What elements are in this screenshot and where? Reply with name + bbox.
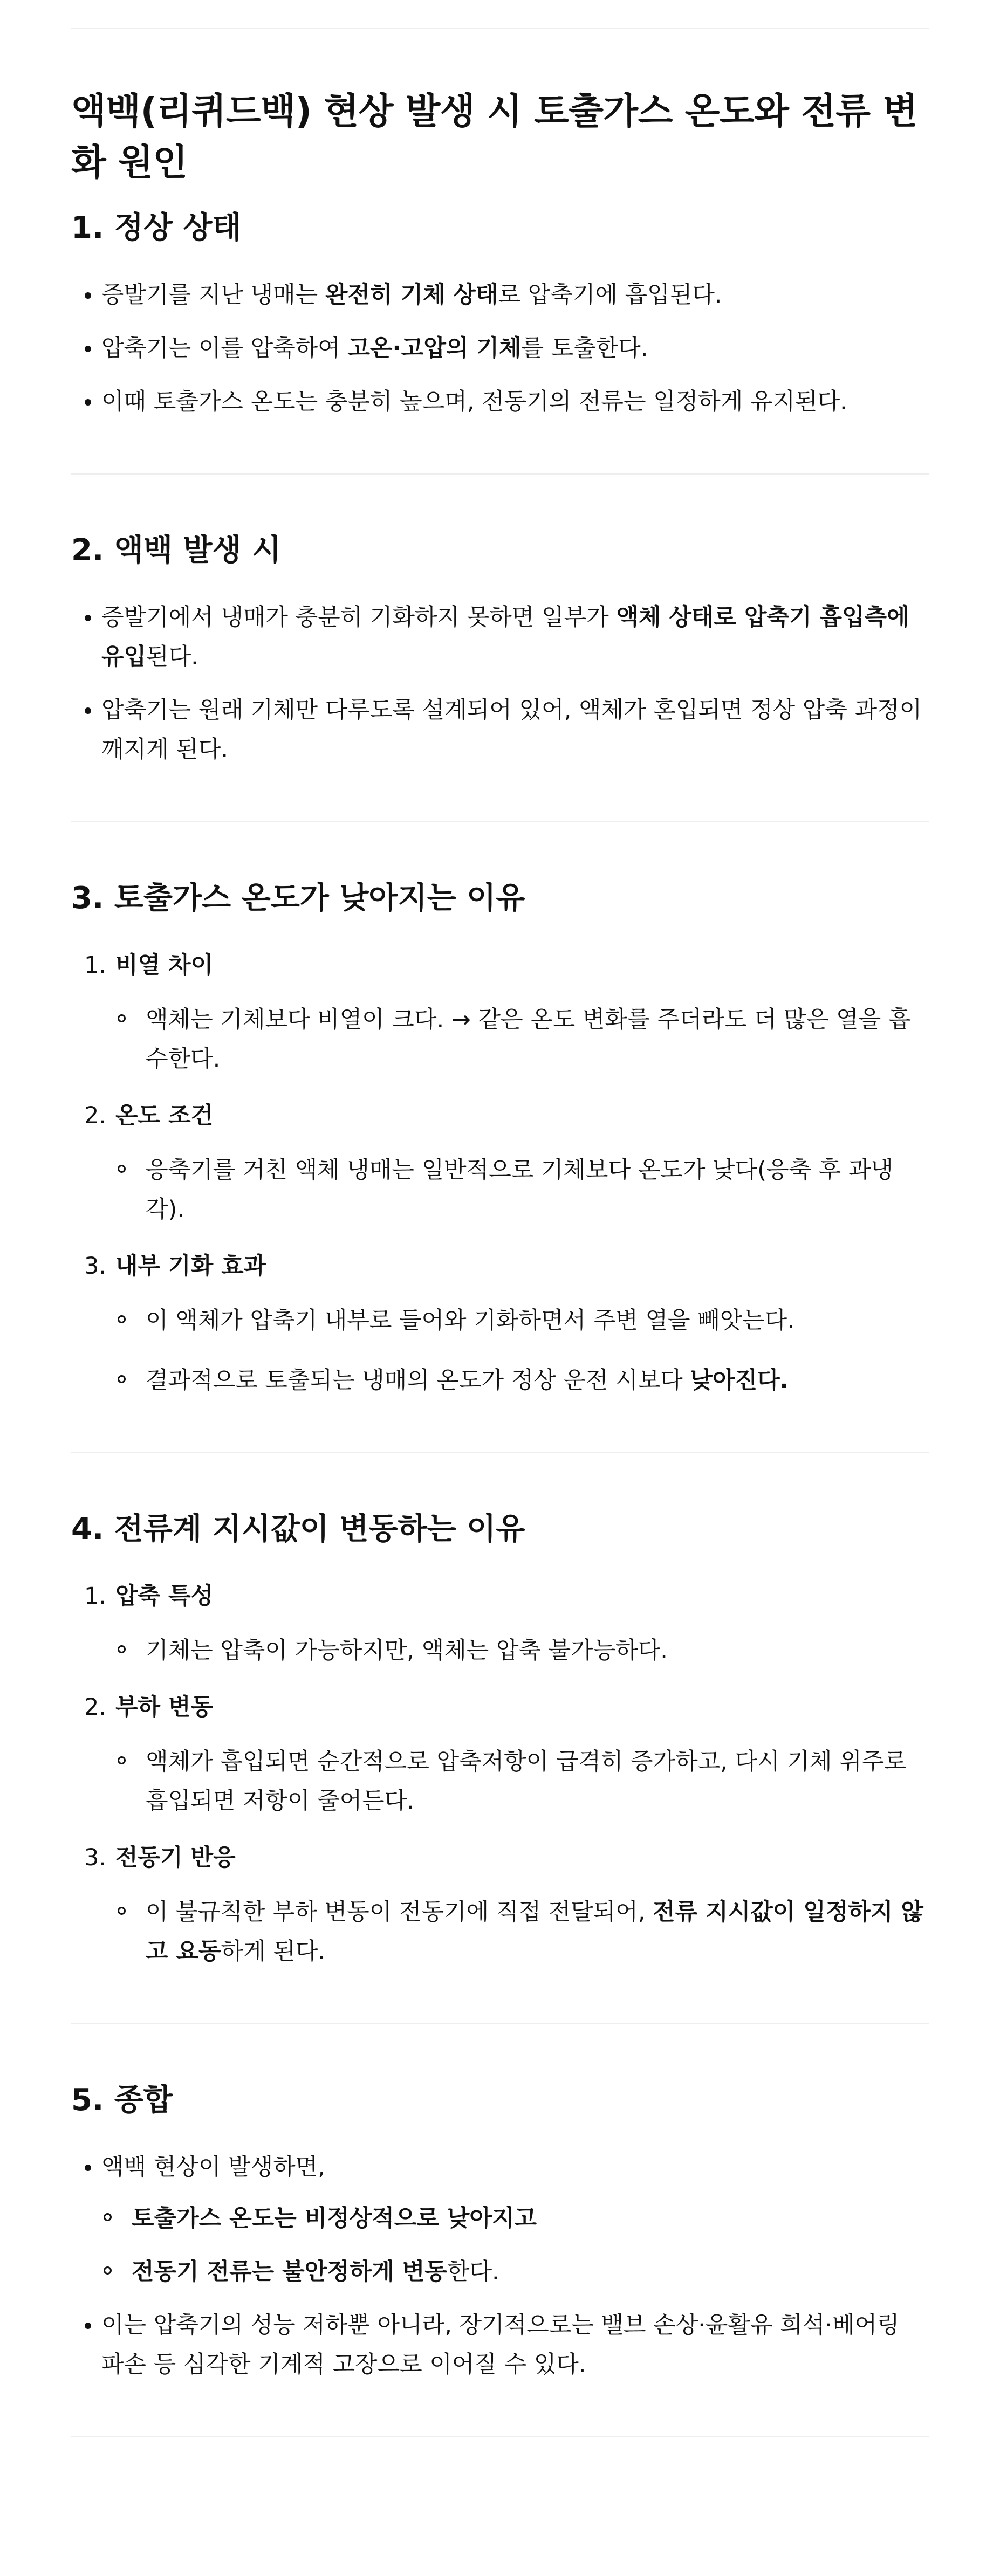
section-discharge-temp	[71, 879, 929, 1400]
numbered-list	[71, 1577, 929, 1972]
sub-list	[101, 2199, 929, 2292]
bold-text: 낮아진다.	[690, 1367, 789, 1394]
sub-list-item: 전동기 전류는 불안정하게 변동한다.	[101, 2252, 929, 2292]
bold-text: 액체 상태로 압축기 흡입측에 유입	[101, 604, 909, 670]
item-label: 압축 특성	[115, 1583, 214, 1610]
divider	[71, 473, 929, 475]
item-label: 부하 변동	[115, 1694, 214, 1721]
item-label: 내부 기화 효과	[115, 1253, 266, 1280]
sub-list-item: 액체는 기체보다 비열이 크다. → 같은 온도 변화를 주더라도 더 많은 열을 흡수한다.	[115, 1000, 929, 1079]
list-item: 압축기는 원래 기체만 다루도록 설계되어 있어, 액체가 혼입되면 정상 압축 과정이 깨지게 된다.	[71, 691, 929, 770]
list-item: 이는 압축기의 성능 저하뿐 아니라, 장기적으로는 밸브 손상·윤활유 희석·베어링 파손 등 심각한 기계적 고장으로 이어질 수 있다.	[71, 2306, 929, 2385]
list-item: 액백 현상이 발생하면, 토출가스 온도는 비정상적으로 낮아지고 전동기 전류는 불안정하게 변동한다.	[71, 2148, 929, 2292]
list-item: 증발기를 지난 냉매는 완전히 기체 상태로 압축기에 흡입된다.	[71, 276, 929, 315]
divider	[71, 2023, 929, 2024]
section-heading: 1. 정상 상태	[71, 210, 242, 245]
bold-text: 전류 지시값이 일정하지 않고 요동	[146, 1899, 923, 1965]
section-heading: 3. 토출가스 온도가 낮아지는 이유	[71, 881, 525, 916]
section-normal-state	[71, 209, 929, 422]
sub-list-item: 이 불규칙한 부하 변동이 전동기에 직접 전달되어, 전류 지시값이 일정하지 않고 요동하게 된다.	[115, 1893, 929, 1972]
bold-text: 전동기 전류는 불안정하게 변동	[132, 2258, 447, 2285]
bold-text: 토출가스 온도는 비정상적으로 낮아지고	[132, 2205, 537, 2232]
document-content	[71, 0, 929, 2437]
divider	[71, 821, 929, 822]
item-label: 비열 차이	[115, 952, 214, 979]
list-number: 3.	[84, 1253, 107, 1280]
sub-list-item: 결과적으로 토출되는 냉매의 온도가 정상 운전 시보다 낮아진다.	[115, 1361, 929, 1400]
sub-list-item: 액체가 흡입되면 순간적으로 압축저항이 급격히 증가하고, 다시 기체 위주로 흡입되면 저항이 줄어든다.	[115, 1742, 929, 1821]
list-item	[71, 1838, 929, 1972]
sub-list	[115, 1301, 929, 1400]
divider	[71, 28, 929, 29]
sub-list	[115, 1893, 929, 1972]
sub-list-item: 이 액체가 압축기 내부로 들어와 기화하면서 주변 열을 빼앗는다.	[115, 1301, 929, 1341]
divider	[71, 1452, 929, 1453]
list-number: 1.	[84, 952, 107, 979]
sub-list	[115, 1631, 929, 1671]
list-item	[71, 1688, 929, 1821]
sub-list-item: 응축기를 거친 액체 냉매는 일반적으로 기체보다 온도가 낮다(응축 후 과냉각).	[115, 1151, 929, 1229]
section-heading: 5. 종합	[71, 2083, 173, 2118]
sub-list-item: 기체는 압축이 가능하지만, 액체는 압축 불가능하다.	[115, 1631, 929, 1671]
divider	[71, 2436, 929, 2437]
sub-list	[115, 1742, 929, 1821]
numbered-list	[71, 946, 929, 1400]
bullet-list	[71, 598, 929, 770]
section-summary	[71, 2081, 929, 2385]
section-liquid-back	[71, 531, 929, 770]
page-title: 액백(리퀴드백) 현상 발생 시 토출가스 온도와 전류 변화 원인	[71, 90, 917, 183]
sub-list-item	[101, 2199, 929, 2238]
bold-text: 고온·고압의 기체	[347, 335, 522, 362]
list-item: 압축기는 이를 압축하여 고온·고압의 기체를 토출한다.	[71, 329, 929, 368]
list-item	[71, 1577, 929, 1671]
section-current-fluctuation	[71, 1510, 929, 1972]
bullet-list	[71, 276, 929, 422]
sub-list	[115, 1151, 929, 1229]
list-number: 1.	[84, 1583, 107, 1610]
list-item	[71, 1247, 929, 1400]
list-number: 2.	[84, 1694, 107, 1721]
section-heading: 4. 전류계 지시값이 변동하는 이유	[71, 1512, 525, 1547]
item-label: 온도 조건	[115, 1102, 214, 1129]
item-label: 전동기 반응	[115, 1844, 236, 1871]
list-number: 3.	[84, 1844, 107, 1871]
sub-list	[115, 1000, 929, 1079]
list-number: 2.	[84, 1102, 107, 1129]
list-item	[71, 1096, 929, 1229]
bullet-list	[71, 2148, 929, 2385]
list-item: 이때 토출가스 온도는 충분히 높으며, 전동기의 전류는 일정하게 유지된다.	[71, 382, 929, 422]
list-item	[71, 946, 929, 1079]
bold-text: 완전히 기체 상태	[325, 281, 498, 308]
list-item: 증발기에서 냉매가 충분히 기화하지 못하면 일부가 액체 상태로 압축기 흡입측에 유입된다.	[71, 598, 929, 677]
section-heading: 2. 액백 발생 시	[71, 533, 282, 568]
